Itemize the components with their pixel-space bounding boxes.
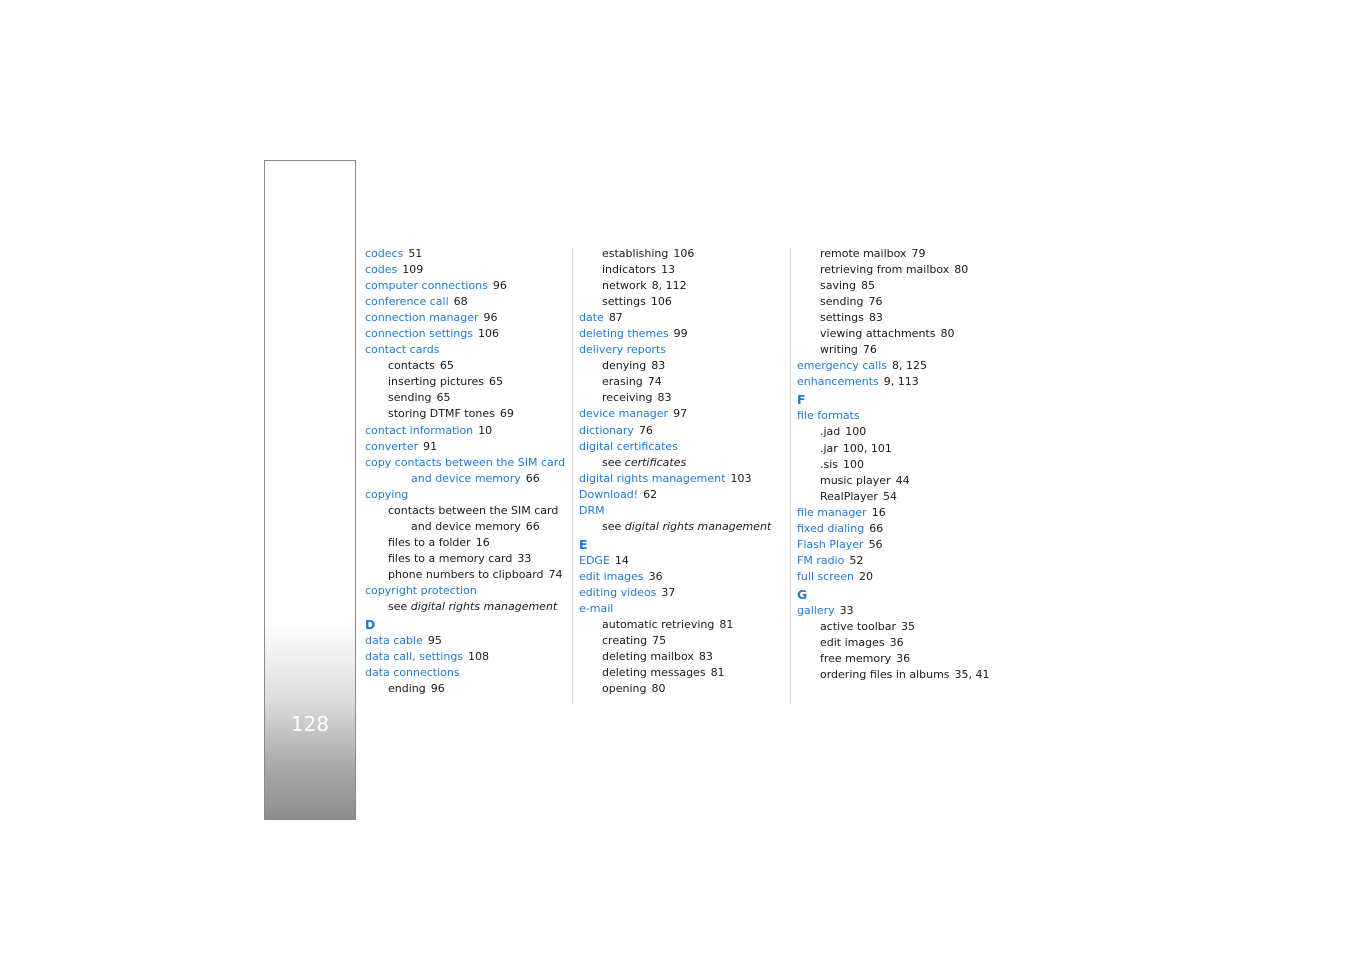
page-reference: 10 [478,423,493,437]
index-term-link[interactable]: emergency calls [797,359,887,373]
index-entry [365,599,580,615]
index-entry [797,635,1012,651]
index-entry[interactable] [797,569,1012,585]
index-term: denying [602,359,647,373]
index-term: deleting messages [602,666,706,680]
index-term: RealPlayer [820,489,878,503]
page-reference: 69 [499,407,514,421]
index-entry[interactable] [365,342,580,358]
page-reference: 79 [911,247,926,260]
index-term-link[interactable]: DRM [579,503,605,517]
page-reference: 66 [869,521,884,535]
page-reference: 36 [896,652,911,666]
index-entry [797,310,1012,326]
page-reference: 51 [408,247,423,260]
page-reference: 109 [402,263,424,277]
index-term: receiving [602,391,653,405]
index-term: remote mailbox [820,247,907,260]
page-reference: 100, 101 [842,441,892,455]
index-entry[interactable] [797,374,1012,390]
index-term: files to a folder [388,535,471,549]
index-term: music player [820,473,891,487]
index-term-link[interactable]: conference call [365,295,449,309]
index-term: phone numbers to clipboard [388,567,544,581]
index-term: see [388,600,408,614]
page-reference: 56 [868,537,883,551]
index-entry [797,473,1012,489]
index-entry[interactable] [797,537,1012,553]
page-reference: 81 [719,618,734,632]
page-reference: 35 [901,619,916,633]
index-entry [579,665,794,681]
index-entry [797,246,1012,262]
page-reference: 65 [439,359,454,373]
index-entry[interactable] [797,358,1012,374]
index-term: settings [820,311,864,325]
index-entry[interactable] [365,439,580,455]
page-reference: 65 [436,391,451,405]
index-entry[interactable] [579,406,794,422]
index-term: writing [820,343,858,357]
index-term-link[interactable]: dictionary [579,423,634,437]
index-entry[interactable] [365,583,580,599]
index-column-3 [797,246,1012,683]
page-reference: 83 [868,311,883,325]
index-entry[interactable] [579,569,794,585]
index-term-link[interactable]: gallery [797,603,835,617]
index-term-link[interactable]: connection manager [365,311,479,325]
index-term: creating [602,634,648,648]
page-reference: 100 [843,457,865,471]
index-term: see [602,455,622,469]
index-term-link[interactable]: data connections [365,666,460,680]
page-reference: 91 [423,439,438,453]
index-column-1 [365,246,580,697]
page-reference: 54 [882,489,897,503]
page-reference: 106 [477,327,499,341]
page-reference: 95 [427,634,442,648]
index-term-link[interactable]: connection settings [365,327,473,341]
index-term-link[interactable]: e-mail [579,601,614,615]
page-reference: 36 [889,636,904,650]
page-reference: 66 [525,471,540,485]
page-reference: 96 [430,682,445,696]
page-reference: 16 [871,505,886,519]
see-reference: certificates [624,455,687,469]
index-entry [365,567,580,583]
index-term-link[interactable]: EDGE [579,553,610,567]
index-term: viewing attachments [820,327,936,341]
index-entry [579,455,794,471]
see-reference: digital rights management [624,519,772,533]
index-entry [797,457,1012,473]
index-entry[interactable] [797,408,1012,424]
index-term: edit images [820,636,885,650]
index-term-link[interactable]: contact information [365,423,474,437]
page-reference: 96 [483,311,498,325]
index-term-link[interactable]: data call, settings [365,650,464,664]
index-term: free memory [820,652,892,666]
index-entry [797,294,1012,310]
index-entry[interactable] [579,423,794,439]
index-term: saving [820,279,856,293]
index-entry[interactable] [365,262,580,278]
index-term: ending [388,682,426,696]
index-term: active toolbar [820,619,897,633]
index-entry [579,390,794,406]
index-term-link[interactable]: file formats [797,409,860,423]
index-term-link[interactable]: editing videos [579,585,657,599]
index-entry[interactable] [797,521,1012,537]
index-entry[interactable] [579,585,794,601]
page-reference: 52 [849,553,864,567]
index-entry [579,246,794,262]
index-term: network [602,279,647,293]
index-entry [579,681,794,697]
index-term-link[interactable]: codes [365,263,398,277]
index-term-link[interactable]: Flash Player [797,537,864,551]
index-entry[interactable] [797,553,1012,569]
page-reference: 8, 125 [892,359,927,373]
page-reference: 66 [525,519,540,533]
index-entry [579,374,794,390]
index-entry[interactable] [365,665,580,681]
page-side-tab [264,160,356,820]
section-letter: D [365,617,376,633]
index-entry[interactable] [579,310,794,326]
page-reference: 16 [475,535,490,549]
page-reference: 83 [698,650,713,664]
page-reference: 80 [940,327,955,341]
index-entry[interactable] [579,553,794,569]
page-reference: 80 [954,263,969,277]
index-term-link[interactable]: file manager [797,505,867,519]
index-entry[interactable] [579,326,794,342]
index-entry [365,374,580,390]
page-reference: 80 [651,682,666,696]
index-term: .jad [820,425,841,439]
index-entry [797,342,1012,358]
index-term: indicators [602,263,657,277]
index-entry [579,519,794,535]
section-letter: E [579,536,588,552]
index-entry [797,424,1012,440]
index-term: and device memory [411,519,521,533]
index-term: .jar [820,441,838,455]
index-entry[interactable] [365,278,580,294]
page-reference: 108 [468,650,490,664]
page-reference: 13 [661,263,676,277]
page-reference: 75 [652,634,667,648]
page-reference: 33 [517,551,532,565]
index-term: files to a memory card [388,551,513,565]
page-reference: 37 [661,585,676,599]
see-reference: digital rights management [410,600,558,614]
page-reference: 100 [845,425,867,439]
index-entry[interactable] [365,423,580,439]
index-entry [797,489,1012,505]
index-term: automatic retrieving [602,618,715,632]
page-reference: 62 [643,487,658,501]
index-entry[interactable] [365,326,580,342]
page-reference: 8, 112 [651,279,687,293]
index-term-link[interactable]: converter [365,439,419,453]
index-term-link[interactable]: copying [365,487,409,501]
page-reference: 65 [489,375,504,389]
section-letter: F [797,392,806,408]
page-reference: 74 [548,567,563,581]
index-term: storing DTMF tones [388,407,495,421]
index-entry [797,326,1012,342]
page-reference: 33 [839,603,854,617]
index-term: deleting mailbox [602,650,694,664]
index-entry[interactable] [365,649,580,665]
index-term-link[interactable]: codecs [365,247,404,260]
index-entry[interactable] [365,455,580,471]
index-entry [579,278,794,294]
index-term: .sis [820,457,839,471]
index-term-link[interactable]: copy contacts between the SIM card [365,455,566,469]
section-letter: G [797,586,808,602]
page-reference: 14 [614,553,629,567]
index-column-2 [579,246,794,697]
page-reference: 83 [651,359,666,373]
page-reference: 99 [673,327,688,341]
index-entry [365,503,580,519]
index-entry [365,406,580,422]
page-reference: 74 [647,375,662,389]
index-entry[interactable] [365,310,580,326]
index-term: opening [602,682,647,696]
index-entry [365,358,580,374]
index-entry[interactable] [365,294,580,310]
index-entry[interactable] [579,342,794,358]
index-term-link[interactable]: contact cards [365,343,440,357]
index-term-link[interactable]: device manager [579,407,669,421]
page-reference: 81 [710,666,725,680]
index-term-link[interactable]: digital certificates [579,439,678,453]
index-term-link[interactable]: date [579,311,604,325]
index-term-link[interactable]: and device memory [411,471,521,485]
index-term: establishing [602,247,669,260]
index-entry [797,619,1012,635]
index-term-link[interactable]: computer connections [365,279,488,293]
index-term: see [602,519,622,533]
index-term: ordering files in albums [820,668,950,682]
index-entry[interactable] [365,246,580,262]
index-entry[interactable] [579,487,794,503]
page-reference: 87 [608,311,623,325]
index-entry[interactable] [365,471,580,487]
page-reference: 103 [730,471,752,485]
page-reference: 106 [650,295,672,309]
page-reference: 76 [862,343,877,357]
index-entry[interactable] [579,439,794,455]
index-entry [365,551,580,567]
page-reference: 106 [673,247,695,260]
index-term-link[interactable]: Download! [579,487,639,501]
index-entry [579,633,794,649]
page-reference: 68 [453,295,468,309]
index-entry[interactable] [579,503,794,519]
index-entry[interactable] [365,487,580,503]
index-term-link[interactable]: copyright protection [365,583,477,597]
index-term-link[interactable]: digital rights management [579,471,726,485]
page-reference: 36 [648,569,663,583]
index-term-link[interactable]: full screen [797,569,855,583]
index-term-link[interactable]: FM radio [797,553,845,567]
index-entry [579,262,794,278]
index-entry[interactable] [797,505,1012,521]
index-entry [365,681,580,697]
index-term-link[interactable]: fixed dialing [797,521,865,535]
index-entry[interactable] [797,603,1012,619]
index-entry [579,649,794,665]
index-term-link[interactable]: deleting themes [579,327,669,341]
index-entry [797,441,1012,457]
page-reference: 83 [657,391,672,405]
index-entry [797,651,1012,667]
index-term-link[interactable]: edit images [579,569,644,583]
index-entry [579,617,794,633]
index-entry [365,519,580,535]
page-reference: 97 [673,407,688,421]
index-entry [365,390,580,406]
index-entry[interactable] [579,471,794,487]
page-reference: 35, 41 [954,668,990,682]
index-term: contacts between the SIM card [388,503,559,517]
page-reference: 20 [859,569,874,583]
index-entry [579,294,794,310]
index-term: inserting pictures [388,375,485,389]
index-entry[interactable] [365,633,580,649]
index-entry[interactable] [579,601,794,617]
page-reference: 9, 113 [883,375,919,389]
index-term: sending [388,391,432,405]
index-entry [579,358,794,374]
index-term: contacts [388,359,435,373]
index-term: settings [602,295,646,309]
index-term-link[interactable]: delivery reports [579,343,666,357]
index-term: retrieving from mailbox [820,263,950,277]
index-entry [797,262,1012,278]
index-term: erasing [602,375,643,389]
page-reference: 85 [861,279,875,293]
index-entry [797,278,1012,294]
index-term-link[interactable]: data cable [365,634,423,648]
index-term-link[interactable]: enhancements [797,375,879,389]
index-entry [797,667,1012,683]
page-reference: 96 [492,279,507,293]
page-reference: 44 [895,473,910,487]
page-reference: 76 [638,423,653,437]
page-reference: 76 [868,295,883,309]
index-entry [365,535,580,551]
index-term: sending [820,295,864,309]
page-number: 128 [290,712,330,736]
